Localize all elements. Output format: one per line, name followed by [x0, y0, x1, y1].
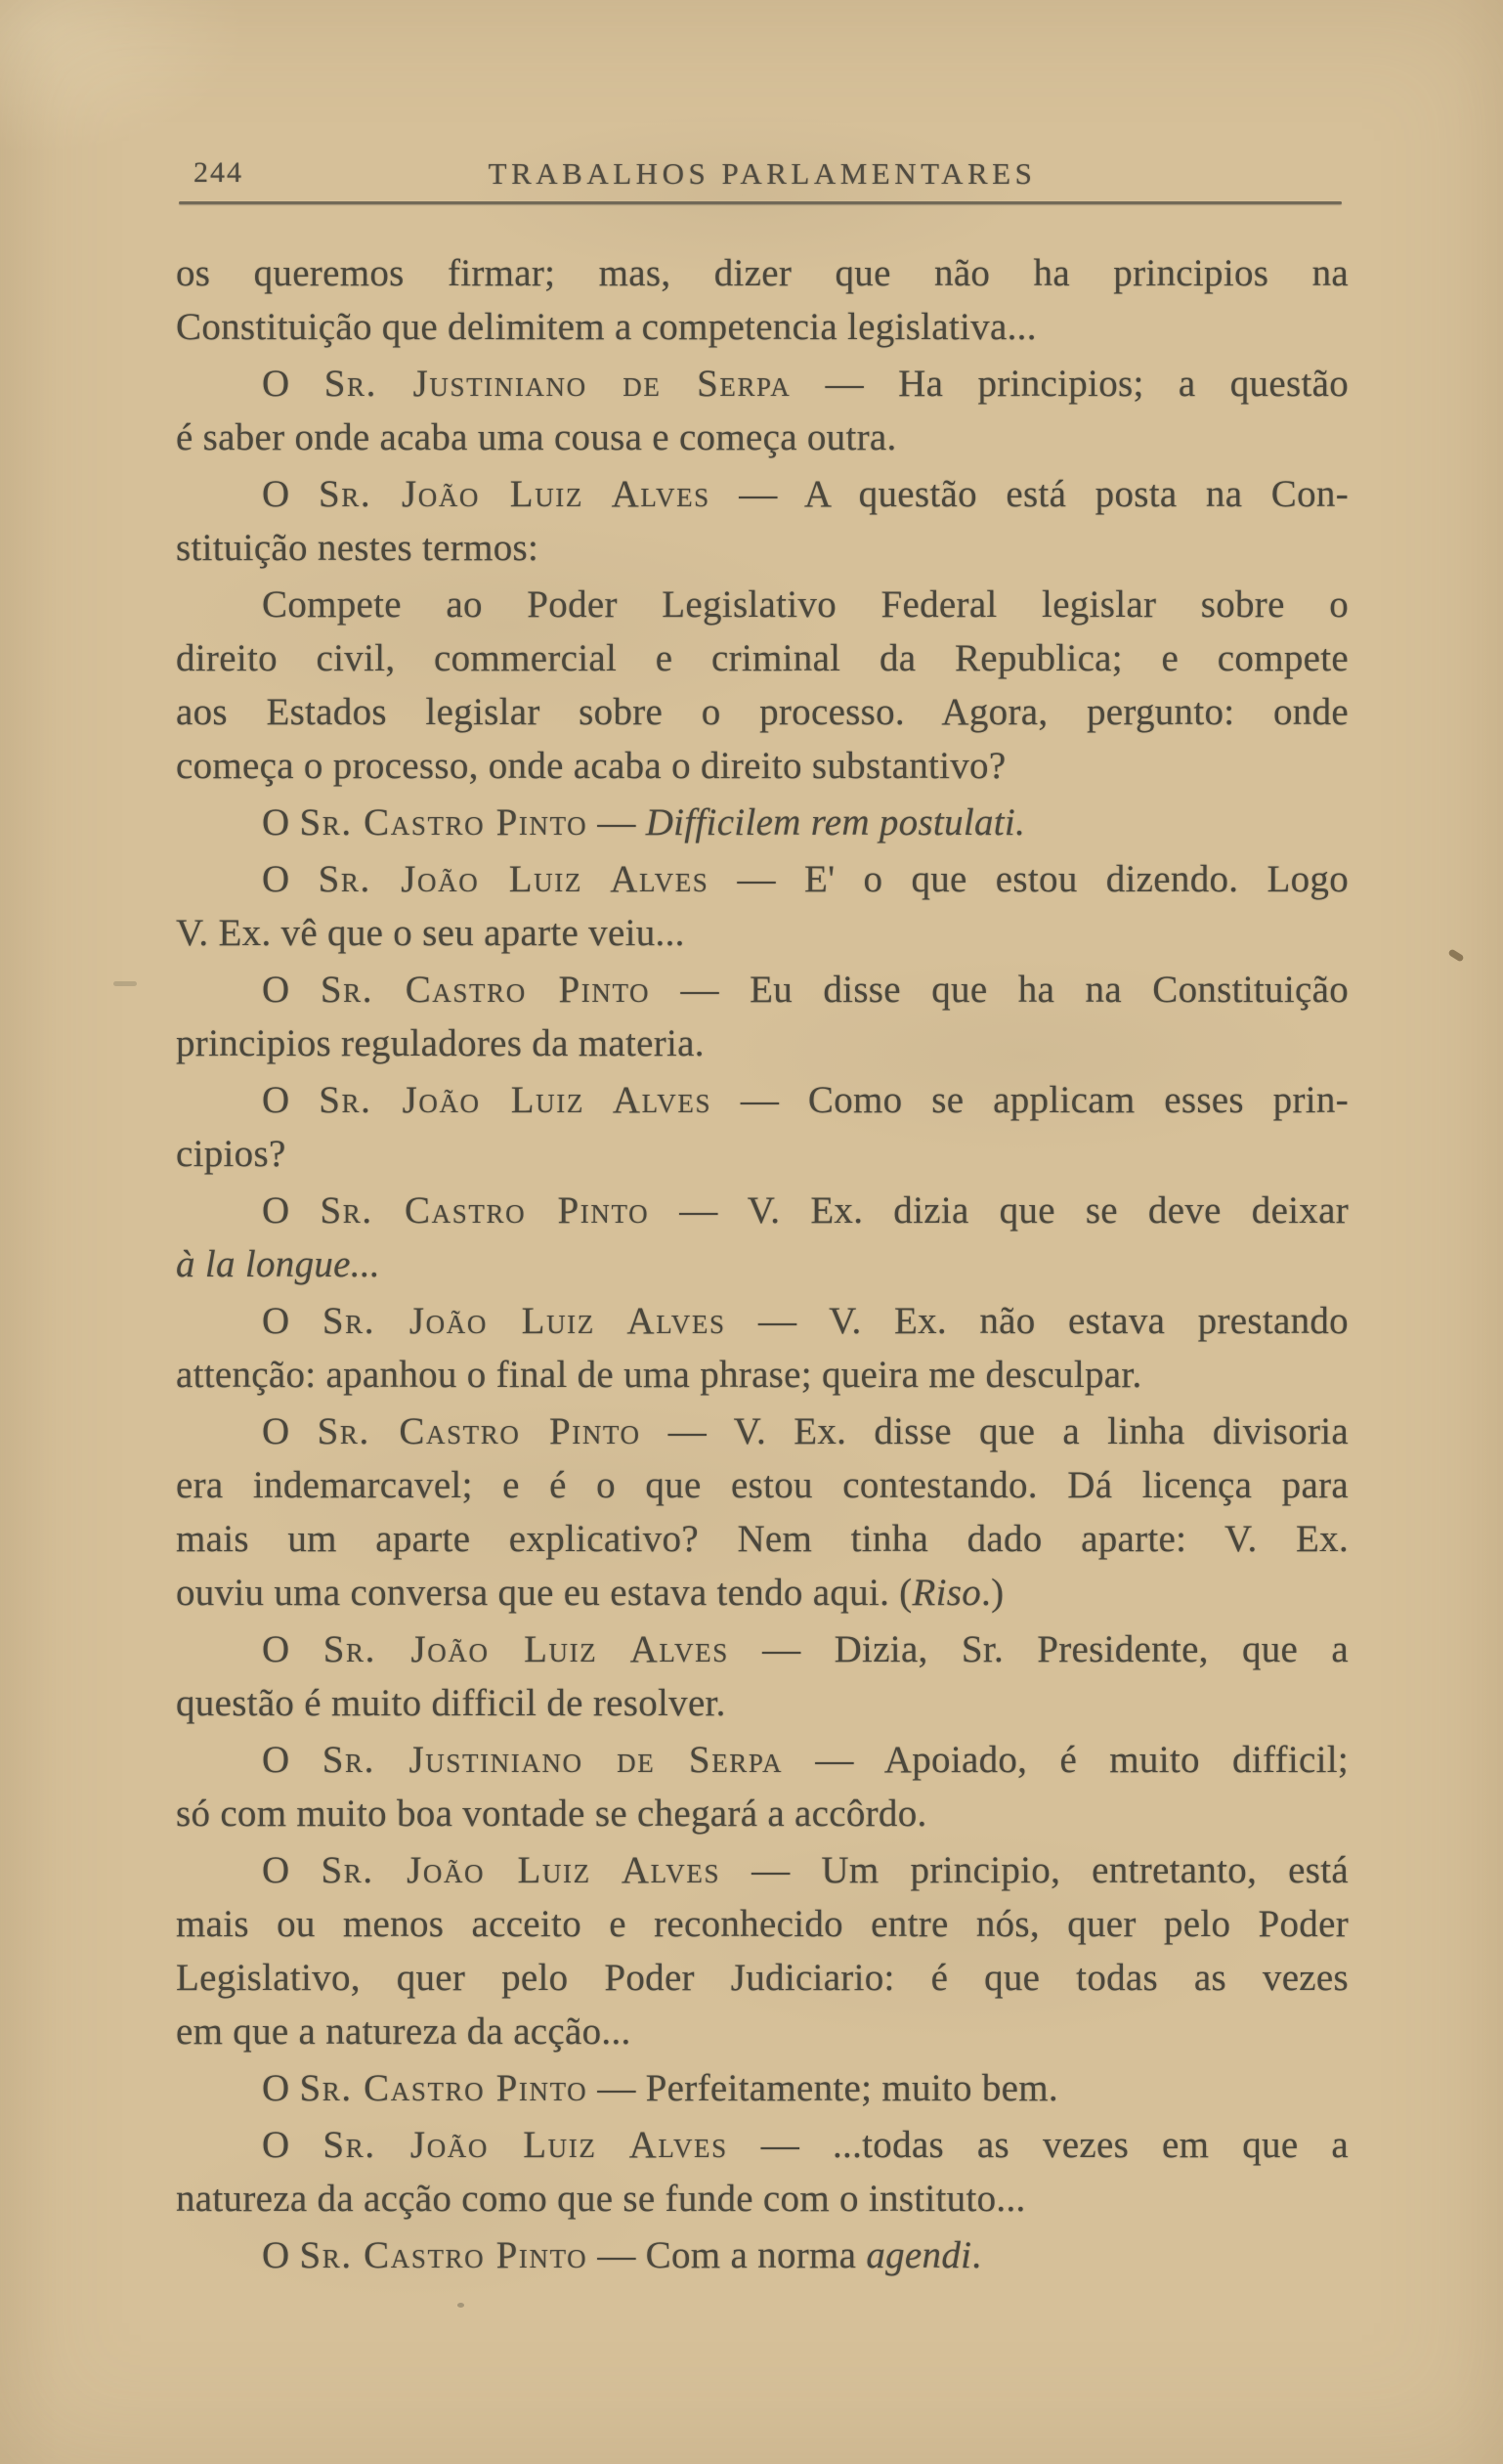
speaker-name: Sr. Castro Pinto — [317, 1410, 641, 1452]
speech-text: — — [587, 801, 646, 843]
speech-text: V. Ex. vê que o seu aparte veiu... — [176, 912, 685, 954]
speech-text: O — [262, 969, 321, 1011]
dialogue-line — [176, 1676, 1349, 1730]
speech-text: O — [262, 473, 319, 515]
speech-text: Legislativo, quer pelo Poder Judiciario: é que todas as vezes — [176, 1957, 1349, 1999]
speaker-name: Sr. Castro Pinto — [299, 2067, 588, 2109]
dialogue-line — [176, 1184, 1349, 1237]
dialogue-line — [176, 1566, 1349, 1620]
dialogue-text-block — [176, 246, 1349, 2282]
dialogue-line — [176, 1348, 1349, 1402]
speech-text: stituição nestes termos: — [176, 527, 539, 569]
dialogue-line — [176, 852, 1349, 906]
dialogue-line — [176, 1405, 1349, 1458]
speech-text: principios reguladores da materia. — [176, 1022, 705, 1064]
dialogue-line — [176, 2061, 1349, 2115]
speaker-name: Sr. Castro Pinto — [299, 801, 588, 843]
dialogue-line — [176, 578, 1349, 631]
dialogue-line — [176, 300, 1349, 354]
speech-text: . — [971, 2234, 982, 2276]
speech-text: — Dizia, Sr. Presidente, que a — [728, 1628, 1350, 1670]
speech-text: O — [262, 2124, 323, 2166]
speech-text: ouviu uma conversa que eu estava tendo aqui. ( — [176, 1572, 913, 1614]
dialogue-line — [176, 246, 1349, 300]
italic-phrase: à la longue... — [176, 1243, 380, 1285]
dialogue-line — [176, 1016, 1349, 1070]
speaker-name: Sr. Justiniano de Serpa — [323, 363, 792, 405]
dialogue-line — [176, 2228, 1349, 2282]
speech-text: O — [262, 858, 319, 900]
speaker-name: Sr. João Luiz Alves — [319, 1079, 712, 1121]
speech-text: — A questão está posta na Con- — [709, 473, 1349, 515]
speaker-name: Sr. João Luiz Alves — [321, 1849, 721, 1891]
dialogue-line — [176, 739, 1349, 793]
margin-ink-mark — [113, 981, 137, 986]
speech-text: O — [262, 1079, 320, 1121]
dialogue-line — [176, 796, 1349, 849]
speech-text: só com muito boa vontade se chegará a accôrdo. — [176, 1793, 927, 1835]
dialogue-line — [176, 1127, 1349, 1181]
speech-text: — Perfeitamente; muito bem. — [587, 2067, 1058, 2109]
speech-text: O — [262, 1628, 323, 1670]
speaker-name: Sr. Justiniano de Serpa — [322, 1739, 784, 1781]
dialogue-line — [176, 1294, 1349, 1348]
speech-text: O — [262, 363, 324, 405]
italic-phrase: agendi — [866, 2234, 972, 2276]
dialogue-line — [176, 2005, 1349, 2058]
speech-text: — Ha principios; a questão — [791, 363, 1349, 405]
speech-text: — V. Ex. não estava prestando — [725, 1300, 1349, 1342]
italic-phrase: Riso — [912, 1572, 982, 1614]
dialogue-line — [176, 906, 1349, 960]
speaker-name: Sr. Castro Pinto — [320, 1189, 650, 1232]
speaker-name: Sr. João Luiz Alves — [318, 858, 709, 900]
dialogue-line — [176, 467, 1349, 521]
speech-text: — Eu disse que ha na Constituição — [650, 969, 1350, 1011]
dialogue-line — [176, 1073, 1349, 1127]
speech-text: aos Estados legislar sobre o processo. Agora, pergunto: onde — [176, 691, 1349, 733]
dialogue-line — [176, 1512, 1349, 1566]
speaker-name: Sr. João Luiz Alves — [322, 1628, 729, 1670]
speech-text: mais ou menos acceito e reconhecido entre nós, quer pelo Poder — [176, 1903, 1349, 1945]
speech-text: O — [262, 1410, 318, 1452]
dialogue-line — [176, 1951, 1349, 2005]
speech-text: cipios? — [176, 1133, 286, 1175]
speech-text: questão é muito difficil de resolver. — [176, 1682, 726, 1724]
speech-text: começa o processo, onde acaba o direito substantivo? — [176, 745, 1007, 787]
paper-dot — [457, 2303, 464, 2308]
dialogue-line — [176, 1458, 1349, 1512]
running-title: TRABALHOS PARLAMENTARES — [488, 156, 1037, 191]
page-number: 244 — [193, 156, 243, 189]
speaker-name: Sr. João Luiz Alves — [322, 1300, 726, 1342]
speech-text: — Um principio, entretanto, está — [720, 1849, 1349, 1891]
speech-text: — V. Ex. dizia que se deve deixar — [649, 1189, 1350, 1232]
dialogue-line — [176, 685, 1349, 739]
speech-text: — Apoiado, é muito difficil; — [783, 1739, 1349, 1781]
speech-text: — Com a norma — [587, 2234, 867, 2276]
speaker-name: Sr. Castro Pinto — [299, 2234, 588, 2276]
dialogue-line — [176, 1843, 1349, 1897]
dialogue-line — [176, 1733, 1349, 1787]
speech-text: direito civil, commercial e criminal da Republica; e compete — [176, 637, 1349, 679]
speech-text: attenção: apanhou o final de uma phrase; queira me desculpar. — [176, 1354, 1142, 1396]
dialogue-line — [176, 1787, 1349, 1840]
dialogue-line — [176, 1622, 1349, 1676]
dialogue-line — [176, 2172, 1349, 2226]
dialogue-line — [176, 2118, 1349, 2172]
speech-text: é saber onde acaba uma cousa e começa outra. — [176, 416, 897, 458]
speaker-name: Sr. Castro Pinto — [320, 969, 651, 1011]
speech-text: O — [262, 1739, 322, 1781]
speech-text: O — [262, 1849, 322, 1891]
speech-text: os queremos firmar; mas, dizer que não ha principios na — [176, 252, 1349, 294]
speech-text: — Como se applicam esses prin- — [711, 1079, 1349, 1121]
speech-text: .) — [981, 1572, 1005, 1614]
speech-text: O — [262, 801, 300, 843]
dialogue-line — [176, 357, 1349, 411]
dialogue-line — [176, 631, 1349, 685]
speech-text: — V. Ex. disse que a linha divisoria — [640, 1410, 1350, 1452]
speech-text: O — [262, 2067, 300, 2109]
paper-speck — [1447, 948, 1464, 962]
speaker-name: Sr. João Luiz Alves — [322, 2124, 728, 2166]
speech-text: O — [262, 2234, 300, 2276]
dialogue-line — [176, 521, 1349, 575]
speech-text: Constituição que delimitem a competencia legislativa... — [176, 306, 1037, 348]
header-rule — [179, 201, 1342, 204]
dialogue-line — [176, 1237, 1349, 1291]
dialogue-line — [176, 411, 1349, 464]
speech-text: era indemarcavel; e é o que estou contestando. Dá licença para — [176, 1464, 1349, 1506]
speech-text: natureza da acção como que se funde com o instituto... — [176, 2178, 1026, 2220]
speech-text: — ...todas as vezes em que a — [727, 2124, 1349, 2166]
speech-text: Compete ao Poder Legislativo Federal legislar sobre o — [262, 584, 1349, 626]
dialogue-line — [176, 963, 1349, 1016]
running-head — [176, 156, 1349, 192]
speech-text: — E' o que estou dizendo. Logo — [709, 858, 1349, 900]
speech-text: O — [262, 1300, 322, 1342]
speaker-name: Sr. João Luiz Alves — [318, 473, 710, 515]
dialogue-line — [176, 1897, 1349, 1951]
speech-text: mais um aparte explicativo? Nem tinha dado aparte: V. Ex. — [176, 1518, 1349, 1560]
speech-text: O — [262, 1189, 321, 1232]
speech-text: em que a natureza da acção... — [176, 2010, 631, 2053]
italic-phrase: Difficilem rem postulati. — [645, 801, 1026, 843]
